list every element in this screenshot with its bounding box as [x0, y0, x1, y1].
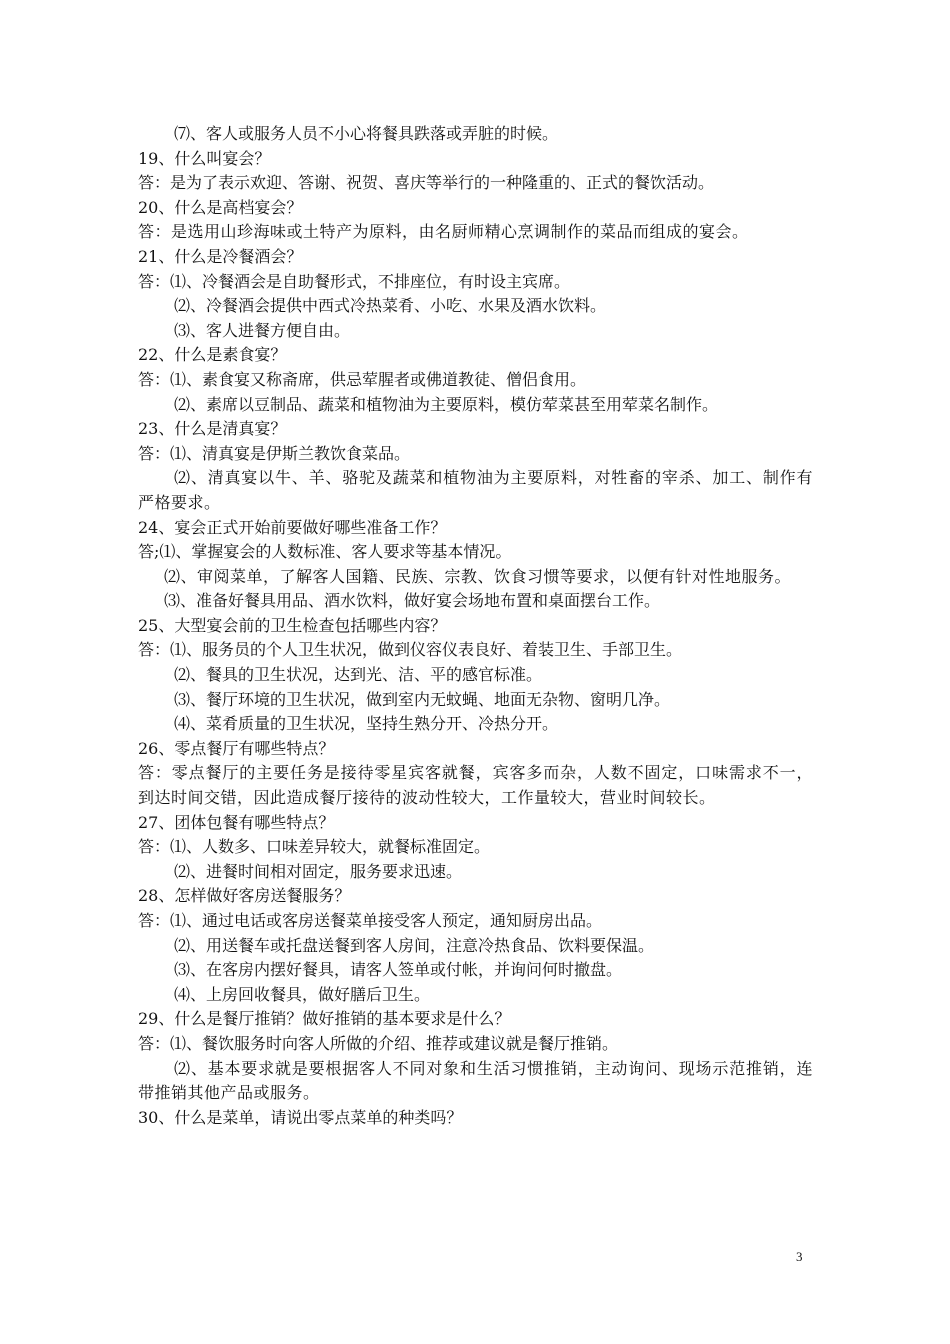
answer-22-item-2: ⑵、素席以豆制品、蔬菜和植物油为主要原料，模仿荤菜甚至用荤菜名制作。 [174, 394, 719, 414]
question-23: 23、什么是清真宴？ [138, 419, 287, 439]
answer-23-item-1: 答：⑴、清真宴是伊斯兰教饮食菜品。 [138, 443, 411, 463]
answer-27-item-2: ⑵、进餐时间相对固定，服务要求迅速。 [174, 861, 463, 881]
answer-25-item-4: ⑷、菜肴质量的卫生状况，坚持生熟分开、冷热分开。 [174, 714, 559, 734]
question-22: 22、什么是素食宴？ [138, 345, 287, 365]
answer-29-item-1: 答：⑴、餐饮服务时向客人所做的介绍、推荐或建议就是餐厅推销。 [138, 1033, 619, 1053]
answer-27-item-1: 答：⑴、人数多、口味差异较大，就餐标准固定。 [138, 837, 491, 857]
answer-19: 答：是为了表示欢迎、答谢、祝贺、喜庆等举行的一种隆重的、正式的餐饮活动。 [138, 173, 715, 193]
question-26: 26、零点餐厅有哪些特点？ [138, 738, 335, 758]
question-21: 21、什么是冷餐酒会？ [138, 246, 303, 266]
answer-26: 答：零点餐厅的主要任务是接待零星宾客就餐，宾客多而杂，人数不固定，口味需求不一，到达时间交错，因此造成餐厅接待的波动性较大，工作量较大，营业时间较长。 [138, 763, 813, 808]
answer-28-item-4: ⑷、上房回收餐具，做好膳后卫生。 [174, 984, 431, 1004]
answer-21-item-3: ⑶、客人进餐方便自由。 [174, 320, 351, 340]
answer-24-item-1: 答;⑴、掌握宴会的人数标准、客人要求等基本情况。 [138, 542, 512, 562]
question-29: 29、什么是餐厅推销？做好推销的基本要求是什么？ [138, 1009, 511, 1029]
answer-22-item-1: 答：⑴、素食宴又称斋席，供忌荤腥者或佛道教徒、僧侣食用。 [138, 369, 587, 389]
answer-21-item-1: 答：⑴、冷餐酒会是自助餐形式，不排座位，有时设主宾席。 [138, 271, 571, 291]
answer-29-item-2: ⑵、基本要求就是要根据客人不同对象和生活习惯推销，主动询问、现场示范推销，连带推销其他产品或服务。 [138, 1058, 813, 1103]
page-body [138, 122, 813, 1130]
question-30: 30、什么是菜单，请说出零点菜单的种类吗？ [138, 1107, 463, 1127]
question-27: 27、团体包餐有哪些特点？ [138, 812, 335, 832]
question-24: 24、宴会正式开始前要做好哪些准备工作？ [138, 517, 447, 537]
answer-20: 答：是选用山珍海味或土特产为原料，由名厨师精心烹调制作的菜品而组成的宴会。 [138, 222, 749, 242]
question-28: 28、怎样做好客房送餐服务？ [138, 886, 351, 906]
answer-24-item-3: ⑶、准备好餐具用品、酒水饮料，做好宴会场地布置和桌面摆台工作。 [164, 591, 661, 611]
answer-25-item-2: ⑵、餐具的卫生状况，达到光、洁、平的感官标准。 [174, 665, 543, 685]
question-25: 25、大型宴会前的卫生检查包括哪些内容？ [138, 615, 447, 635]
answer-21-item-2: ⑵、冷餐酒会提供中西式冷热菜肴、小吃、水果及酒水饮料。 [174, 296, 607, 316]
answer-28-item-1: 答：⑴、通过电话或客房送餐菜单接受客人预定，通知厨房出品。 [138, 911, 603, 930]
answer-28-item-3: ⑶、在客房内摆好餐具，请客人签单或付帐，并询问何时撤盘。 [174, 960, 623, 980]
answer-25-item-3: ⑶、餐厅环境的卫生状况，做到室内无蚊蝇、地面无杂物、窗明几净。 [174, 689, 671, 709]
answer-24-item-2: ⑵、审阅菜单，了解客人国籍、民族、宗教、饮食习惯等要求，以便有针对性地服务。 [164, 566, 792, 586]
answer-23-item-2: ⑵、清真宴以牛、羊、骆驼及蔬菜和植物油为主要原料，对牲畜的宰杀、加工、制作有严格要求。 [138, 468, 813, 512]
question-20: 20、什么是高档宴会？ [138, 197, 303, 217]
answer-28-item-2: ⑵、用送餐车或托盘送餐到客人房间，注意冷热食品、饮料要保温。 [174, 935, 655, 955]
page-number: 3 [796, 1249, 803, 1264]
answer-25-item-1: 答：⑴、服务员的个人卫生状况，做到仪容仪表良好、着装卫生、手部卫生。 [138, 640, 683, 660]
question-19: 19、什么叫宴会？ [138, 148, 271, 168]
answer-item: ⑺、客人或服务人员不小心将餐具跌落或弄脏的时候。 [174, 124, 559, 143]
